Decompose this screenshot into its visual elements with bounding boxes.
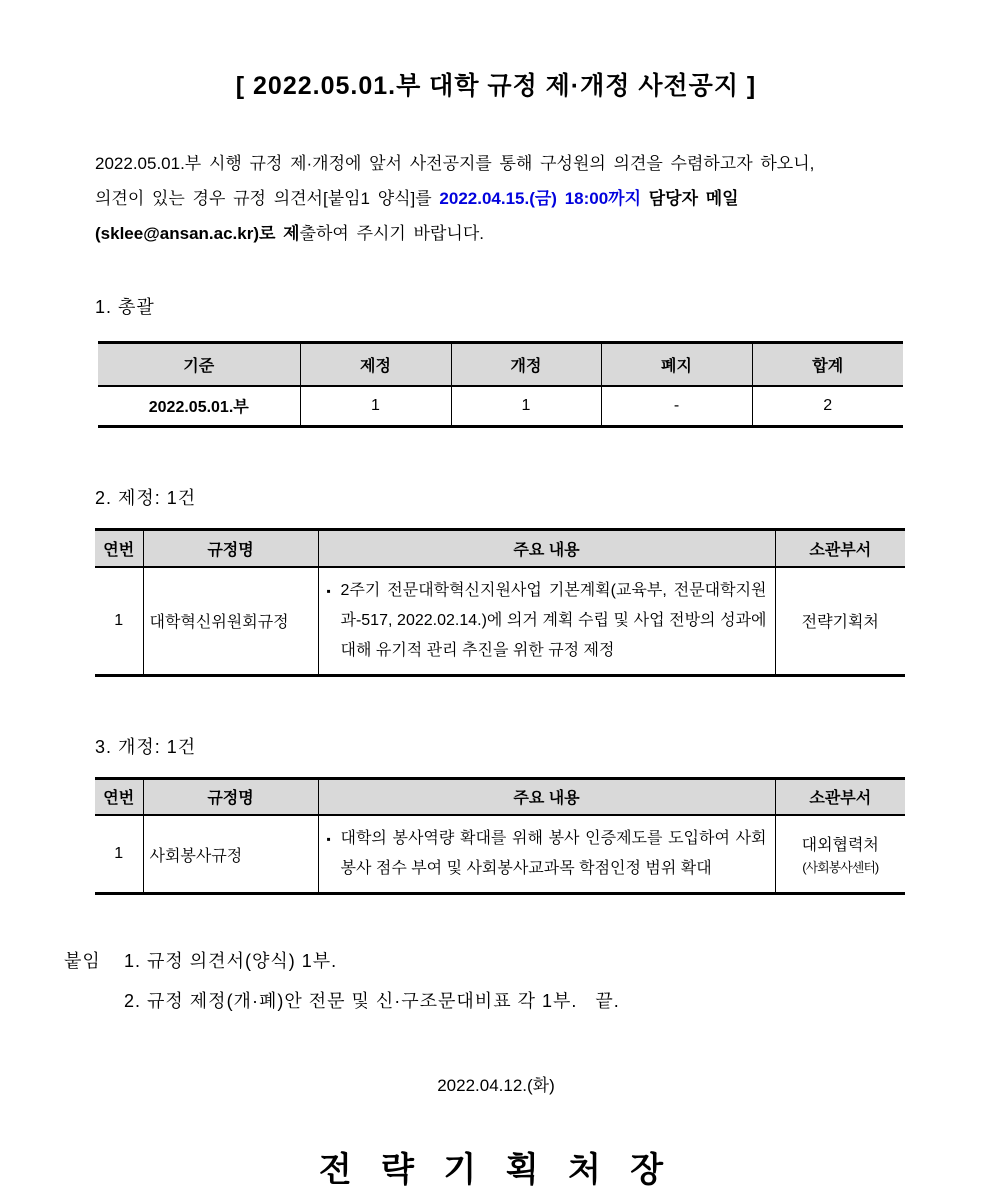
- amendment-table: [95, 777, 905, 896]
- enactment-header-name: 규정명: [143, 530, 318, 567]
- amendment-dept-main: 대외협력처: [801, 837, 879, 854]
- intro-line-2: [95, 181, 902, 216]
- document-date: 2022.04.12.(화): [437, 1076, 555, 1095]
- summary-table-data-row: [98, 386, 903, 427]
- signature-title: 전 략 기 획 처 장: [318, 1151, 674, 1189]
- amendment-header-name: 규정명: [143, 778, 318, 815]
- intro-line-2-post: 담당자 메일: [641, 189, 739, 208]
- intro-line-3: [95, 216, 902, 251]
- attachment-item-1: 1. 규정 의견서(양식) 1부.: [124, 951, 338, 971]
- enactment-header-content: 주요 내용: [318, 530, 775, 567]
- section-heading-amendment: 3. 개정: 1건: [95, 736, 197, 757]
- section-heading-enactment: 2. 제정: 1건: [95, 488, 197, 508]
- attachments-label: 붙임: [64, 951, 101, 971]
- amendment-table-header-row: [95, 778, 905, 815]
- summary-header-total: 합계: [752, 343, 903, 386]
- intro-paragraph: [95, 146, 902, 251]
- enactment-table-data-row: [95, 567, 905, 676]
- summary-header-abolished: 폐지: [601, 343, 752, 386]
- bullet-icon: ▪: [326, 583, 331, 598]
- enactment-content-text: 2주기 전문대학혁신지원사업 기본계획(교육부, 전문대학지원과-517, 2022.02.14.)에 의거 계획 수립 및 사업 전방의 성과에 대해 유기적 관리 추진을 위한 규정 제정: [340, 581, 767, 659]
- enactment-cell-no: 1: [114, 611, 124, 629]
- enactment-header-dept: 소관부서: [775, 530, 905, 567]
- intro-line-2-pre: 의견이 있는 경우 규정 의견서[붙임1 양식]를: [95, 189, 440, 208]
- deadline-text: 2022.04.15.(금) 18:00까지: [439, 189, 642, 208]
- summary-cell-total: 2: [752, 386, 903, 427]
- amendment-header-content: 주요 내용: [318, 778, 775, 815]
- amendment-header-dept: 소관부서: [775, 778, 905, 815]
- section-heading-overview: 1. 총괄: [95, 297, 155, 317]
- summary-cell-basis: 2022.05.01.부: [148, 399, 249, 417]
- enactment-header-no: 연번: [95, 530, 143, 567]
- summary-cell-amended: 1: [451, 386, 601, 427]
- amendment-content-text: 대학의 봉사역량 확대를 위해 봉사 인증제도를 도입하여 사회봉사 점수 부여 및 사회봉사교과목 학점인정 범위 확대: [340, 830, 767, 877]
- contact-email: (sklee@ansan.ac.kr)로 제: [95, 224, 300, 243]
- enactment-table-header-row: [95, 530, 905, 567]
- summary-header-amended: 개정: [451, 343, 601, 386]
- amendment-header-no: 연번: [95, 778, 143, 815]
- intro-line-3-rest: 출하여 주시기 바랍니다.: [299, 224, 484, 243]
- amendment-cell-content: [318, 815, 775, 894]
- enactment-cell-name: 대학혁신위원회규정: [143, 567, 318, 676]
- intro-line-1: 2022.05.01.부 시행 규정 제·개정에 앞서 사전공지를 통해 구성원의 의견을 수렴하고자 하오니,: [95, 154, 815, 173]
- summary-header-enacted: 제정: [300, 343, 451, 386]
- summary-table: [98, 341, 903, 428]
- amendment-cell-name: 사회봉사규정: [143, 815, 318, 894]
- enactment-cell-dept: 전략기획처: [775, 567, 905, 676]
- amendment-cell-dept: [775, 815, 905, 894]
- attachments-block: [64, 941, 992, 1021]
- attachment-item-2: 2. 규정 제정(개·폐)안 전문 및 신·구조문대비표 각 1부. 끝.: [124, 991, 620, 1011]
- amendment-cell-no: 1: [114, 845, 124, 862]
- enactment-cell-content: [318, 567, 775, 676]
- summary-header-basis: 기준: [98, 343, 300, 386]
- summary-table-header-row: [98, 343, 903, 386]
- summary-cell-abolished: -: [601, 386, 752, 427]
- bullet-icon: ▪: [326, 832, 331, 846]
- summary-cell-enacted: 1: [300, 386, 451, 427]
- attachments-list: [124, 941, 620, 1021]
- enactment-table: [95, 528, 905, 677]
- amendment-dept-sub: (사회봉사센터): [802, 860, 879, 875]
- amendment-table-data-row: [95, 815, 905, 894]
- document-title: [ 2022.05.01.부 대학 규정 제·개정 사전공지 ]: [235, 72, 757, 100]
